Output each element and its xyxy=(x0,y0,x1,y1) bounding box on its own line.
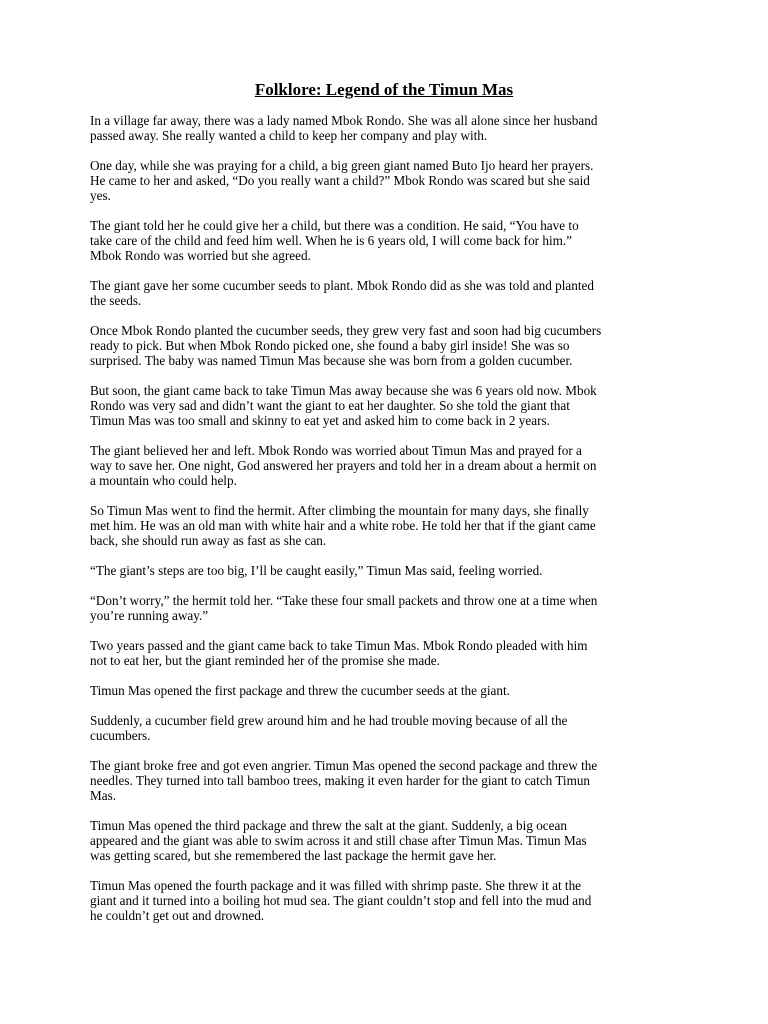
paragraph: One day, while she was praying for a child, a big green giant named Buto Ijo heard her prayers. He came to her and asked, “Do you really want a child?” Mbok Rondo was scared but she said yes. xyxy=(90,158,594,203)
paragraph: In a village far away, there was a lady named Mbok Rondo. She was all alone since her husband passed away. She really wanted a child to keep her company and play with. xyxy=(90,113,598,143)
paragraph: Timun Mas opened the third package and threw the salt at the giant. Suddenly, a big ocean appeared and the giant was able to swim across it and still chase after Timun Mas. Timun Mas was getting scared, but she remembered the last package the hermit gave her. xyxy=(90,818,587,863)
paragraph: “The giant’s steps are too big, I’ll be caught easily,” Timun Mas said, feeling worried. xyxy=(90,563,543,578)
paragraph: The giant told her he could give her a child, but there was a condition. He said, “You have to take care of the child and feed him well. When he is 6 years old, I will come back for him.” Mbok Rondo was worried but she agreed. xyxy=(90,218,579,263)
paragraph: Suddenly, a cucumber field grew around him and he had trouble moving because of all the cucumbers. xyxy=(90,713,568,743)
paragraph: Timun Mas opened the fourth package and it was filled with shrimp paste. She threw it at the giant and it turned into a boiling hot mud sea. The giant couldn’t stop and fell into the mud and he couldn’t get out and drowned. xyxy=(90,878,592,923)
paragraph: Once Mbok Rondo planted the cucumber seeds, they grew very fast and soon had big cucumbers ready to pick. But when Mbok Rondo picked one, she found a baby girl inside! She was so surprised. The baby was named Timun Mas because she was born from a golden cucumber. xyxy=(90,323,602,368)
paragraph: The giant gave her some cucumber seeds to plant. Mbok Rondo did as she was told and planted the seeds. xyxy=(90,278,594,308)
paragraph: The giant believed her and left. Mbok Rondo was worried about Timun Mas and prayed for a way to save her. One night, God answered her prayers and told her in a dream about a hermit on a mountain who could help. xyxy=(90,443,597,488)
paragraph: “Don’t worry,” the hermit told her. “Take these four small packets and throw one at a time when you’re running away.” xyxy=(90,593,598,623)
paragraph: Two years passed and the giant came back to take Timun Mas. Mbok Rondo pleaded with him not to eat her, but the giant reminded her of the promise she made. xyxy=(90,638,588,668)
paragraph: The giant broke free and got even angrier. Timun Mas opened the second package and threw the needles. They turned into tall bamboo trees, making it even harder for the giant to catch Timun Mas. xyxy=(90,758,598,803)
document-body xyxy=(90,113,690,938)
document-title: Folklore: Legend of the Timun Mas xyxy=(254,80,514,99)
paragraph: So Timun Mas went to find the hermit. After climbing the mountain for many days, she finally met him. He was an old man with white hair and a white robe. He told her that if the giant came back, she should run away as fast as she can. xyxy=(90,503,596,548)
paragraph: Timun Mas opened the first package and threw the cucumber seeds at the giant. xyxy=(90,683,510,698)
paragraph: But soon, the giant came back to take Timun Mas away because she was 6 years old now. Mbok Rondo was very sad and didn’t want the giant to eat her daughter. So she told the giant that Timun Mas was too small and skinny to eat yet and asked him to come back in 2 years. xyxy=(90,383,597,428)
